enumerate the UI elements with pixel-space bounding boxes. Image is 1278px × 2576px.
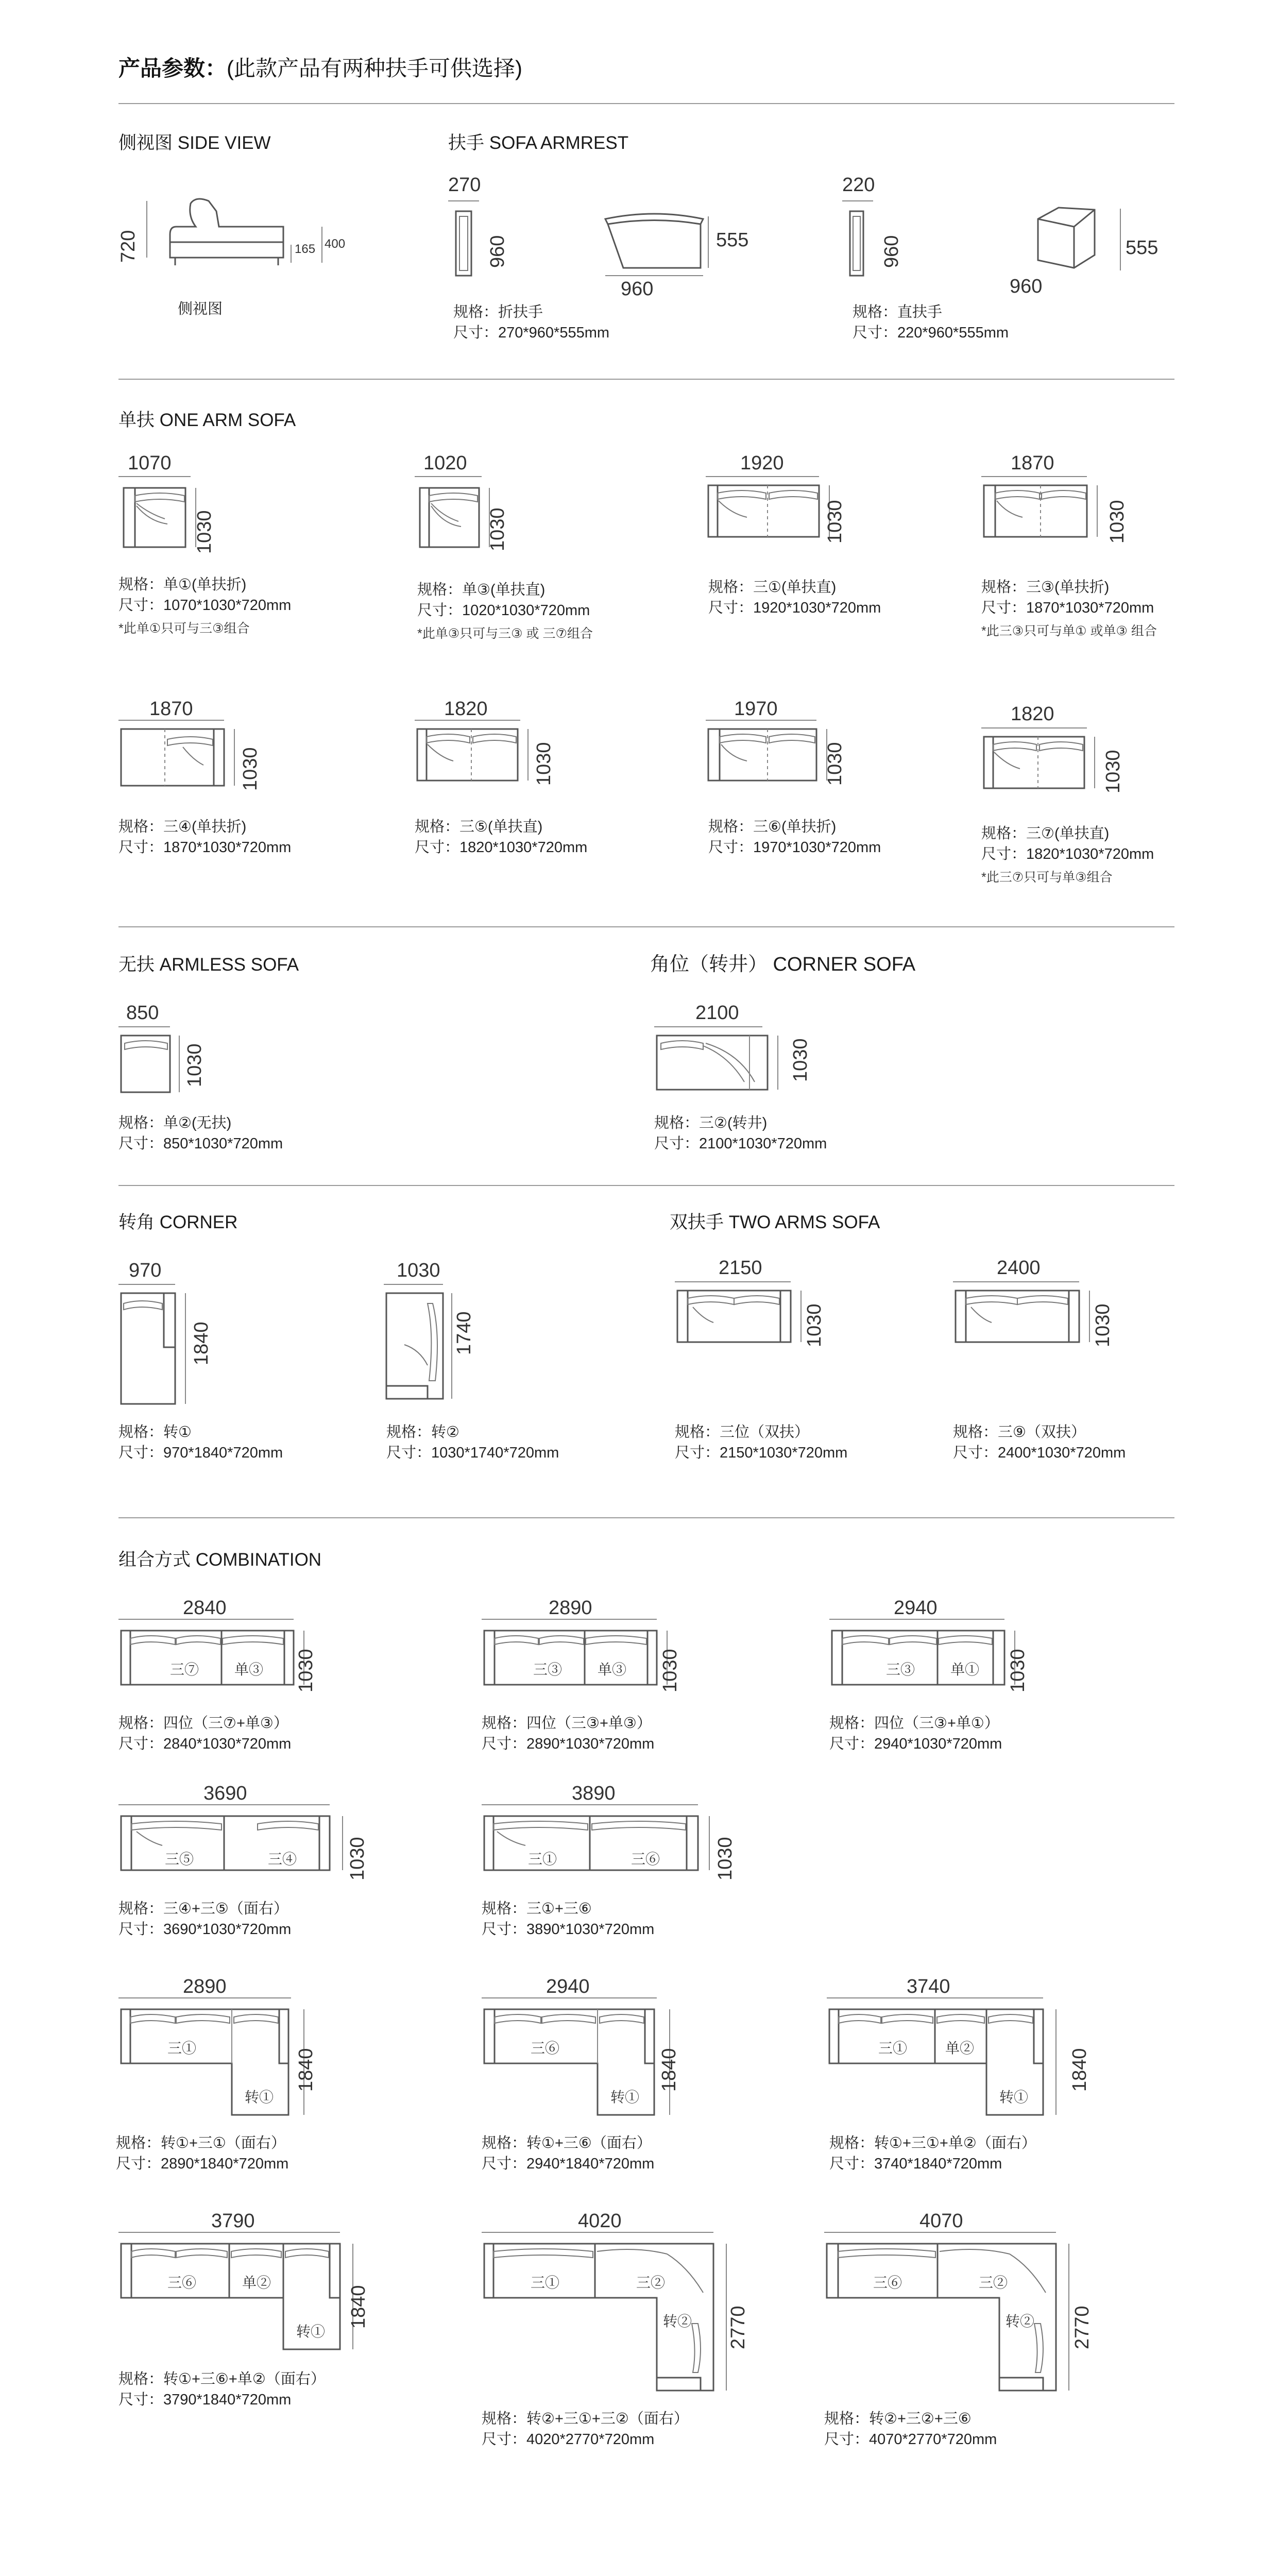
item-note: *此单①只可与三③组合 <box>118 621 250 636</box>
item-size: 尺寸：3890*1030*720mm <box>482 1921 655 1938</box>
straight-arm-depth: 555 <box>1126 237 1158 259</box>
dim-depth: 1840 <box>658 2048 680 2092</box>
module-label: 三② <box>636 2275 666 2291</box>
dim-width: 1870 <box>1011 452 1054 474</box>
item-spec: 规格：三④+三⑤（面右） <box>118 1901 288 1917</box>
module-label: 转① <box>999 2089 1029 2105</box>
dim-width: 2940 <box>546 1976 590 1997</box>
fold-arm-top-view <box>448 198 479 281</box>
fold-arm-depth-line <box>703 216 713 268</box>
sofa-three-fold-arm <box>979 475 1128 542</box>
side-height-label: 720 <box>117 230 139 263</box>
dim-width: 1970 <box>734 698 778 720</box>
item-size: 尺寸：1020*1030*720mm <box>417 602 590 619</box>
item-spec: 规格：三②(转井) <box>654 1115 768 1131</box>
straight-arm-side-view <box>1028 204 1131 281</box>
item-spec: 规格：三⑨（双扶） <box>953 1424 1086 1440</box>
dim-width: 3790 <box>211 2210 255 2232</box>
dim-width: 1820 <box>1011 703 1054 725</box>
module-label: 单① <box>950 1662 980 1677</box>
dim-width: 2940 <box>894 1597 938 1619</box>
combo-four-seat <box>829 1618 1025 1695</box>
two-arms-heading: 双扶手 TWO ARMS SOFA <box>670 1212 880 1232</box>
item-size: 尺寸：1870*1030*720mm <box>981 600 1154 616</box>
dim-depth: 2770 <box>727 2306 749 2349</box>
dim-depth: 1030 <box>533 742 555 786</box>
dim-width: 4070 <box>919 2210 963 2232</box>
dim-depth: 1030 <box>790 1038 811 1082</box>
straight-arm-width: 220 <box>842 174 875 196</box>
dim-depth: 1030 <box>194 510 215 554</box>
one-arm-heading: 单扶 ONE ARM SOFA <box>118 410 296 430</box>
item-spec: 规格：三⑥(单扶折) <box>708 819 837 835</box>
side-view-caption: 侧视图 <box>178 301 223 317</box>
dim-depth: 1030 <box>184 1043 206 1087</box>
item-size: 尺寸：970*1840*720mm <box>118 1445 283 1461</box>
item-spec: 规格：转①+三⑥+单②（面右） <box>118 2371 326 2387</box>
fold-arm-length: 960 <box>621 278 654 300</box>
item-spec: 规格：三①(单扶直) <box>708 579 837 596</box>
sofa-single-fold-arm <box>118 475 206 552</box>
item-size: 尺寸：3690*1030*720mm <box>118 1921 292 1938</box>
item-size: 尺寸：2940*1030*720mm <box>829 1736 1002 1752</box>
combo-four-seat <box>482 1618 677 1695</box>
divider <box>118 1185 1174 1186</box>
item-size: 尺寸：2100*1030*720mm <box>654 1136 827 1152</box>
module-label: 三⑥ <box>531 2040 560 2056</box>
dim-width: 850 <box>126 1002 159 1024</box>
item-size: 尺寸：3740*1840*720mm <box>829 2156 1002 2172</box>
module-label: 转② <box>663 2313 692 2329</box>
fold-arm-size: 尺寸：270*960*555mm <box>453 325 610 341</box>
dim-width: 2840 <box>183 1597 227 1619</box>
item-spec: 规格：转①+三①（面右） <box>116 2135 286 2151</box>
item-size: 尺寸：1920*1030*720mm <box>708 600 881 616</box>
dim-depth: 1030 <box>1106 500 1128 544</box>
dim-depth: 1030 <box>347 1837 368 1880</box>
module-label: 三⑥ <box>631 1851 660 1867</box>
module-label: 三④ <box>268 1851 297 1867</box>
item-spec: 规格：转② <box>386 1424 459 1440</box>
module-label: 单③ <box>234 1662 264 1677</box>
module-label: 三① <box>878 2040 908 2056</box>
item-spec: 规格：转②+三①+三②（面右） <box>482 2411 689 2427</box>
item-spec: 规格：单②(无扶) <box>118 1115 232 1131</box>
dim-depth: 1030 <box>824 500 846 544</box>
dim-width: 3690 <box>203 1783 247 1804</box>
dim-depth: 1840 <box>295 2048 317 2092</box>
item-size: 尺寸：4020*2770*720mm <box>482 2431 655 2448</box>
dim-width: 3890 <box>572 1783 616 1804</box>
item-size: 尺寸：4070*2770*720mm <box>824 2431 997 2448</box>
item-spec: 规格：四位（三③+单①） <box>829 1715 999 1732</box>
corner-sofa-heading: 角位（转井） CORNER SOFA <box>650 954 916 975</box>
dim-width: 2890 <box>183 1976 227 1997</box>
module-label: 三① <box>531 2275 560 2291</box>
item-size: 尺寸：2400*1030*720mm <box>953 1445 1126 1461</box>
dim-width: 2100 <box>695 1002 739 1024</box>
dim-width: 1920 <box>740 452 784 474</box>
side-view-drawing <box>118 191 325 273</box>
item-size: 尺寸：2890*1840*720mm <box>116 2156 289 2172</box>
dim-depth: 1740 <box>453 1311 475 1355</box>
dim-depth: 1030 <box>824 742 846 786</box>
item-size: 尺寸：1030*1740*720mm <box>386 1445 559 1461</box>
side-leg-label: 400 <box>325 237 346 251</box>
item-note: *此三⑦只可与单③组合 <box>981 870 1113 885</box>
straight-arm-height: 960 <box>881 235 902 268</box>
module-label: 三⑦ <box>170 1662 199 1677</box>
module-label: 三② <box>979 2275 1008 2291</box>
title-note: (此款产品有两种扶手可供选择) <box>227 56 522 80</box>
module-label: 转① <box>296 2324 326 2340</box>
dim-depth: 1030 <box>1092 1303 1114 1347</box>
module-label: 转② <box>1006 2313 1035 2329</box>
combo-corner-well-sofa <box>482 2231 739 2401</box>
dim-depth: 1030 <box>1102 750 1124 793</box>
item-size: 尺寸：850*1030*720mm <box>118 1136 283 1152</box>
item-spec: 规格：转①+三⑥（面右） <box>482 2135 652 2151</box>
item-spec: 规格：转① <box>118 1424 192 1440</box>
dim-depth: 1030 <box>295 1649 317 1692</box>
item-size: 尺寸：3790*1840*720mm <box>118 2392 292 2408</box>
item-size: 尺寸：2890*1030*720mm <box>482 1736 655 1752</box>
straight-arm-length: 960 <box>1010 276 1043 297</box>
item-spec: 规格：单③(单扶直) <box>417 582 546 598</box>
item-spec: 规格：四位（三⑦+单③） <box>118 1715 288 1732</box>
item-spec: 规格：三位（双扶） <box>675 1424 810 1440</box>
module-label: 转① <box>245 2089 274 2105</box>
dim-depth: 1840 <box>1069 2048 1090 2092</box>
corner-heading: 转角 CORNER <box>118 1212 238 1232</box>
combo-corner-sofa <box>827 1996 1084 2120</box>
dim-depth: 1840 <box>191 1321 212 1365</box>
combination-heading: 组合方式 COMBINATION <box>118 1550 322 1570</box>
item-spec: 规格：转②+三②+三⑥ <box>824 2411 972 2427</box>
dim-width: 1070 <box>128 452 172 474</box>
sofa-corner-well <box>652 1025 806 1097</box>
item-spec: 规格：三①+三⑥ <box>482 1901 592 1917</box>
item-note: *此三③只可与单① 或单③ 组合 <box>981 624 1157 638</box>
dim-width: 4020 <box>578 2210 622 2232</box>
page-title <box>118 52 522 82</box>
item-size: 尺寸：1870*1030*720mm <box>118 839 292 856</box>
combo-corner-sofa <box>118 1996 314 2120</box>
module-label: 三③ <box>886 1662 915 1677</box>
item-size: 尺寸：2940*1840*720mm <box>482 2156 655 2172</box>
side-view-heading: 侧视图 SIDE VIEW <box>118 133 271 153</box>
armrest-heading: 扶手 SOFA ARMREST <box>448 133 629 153</box>
title-main: 产品参数： <box>118 56 227 80</box>
divider <box>118 1517 1174 1518</box>
module-label: 三① <box>528 1851 557 1867</box>
module-label: 单② <box>945 2040 975 2056</box>
module-label: 三⑥ <box>873 2275 902 2291</box>
item-spec: 规格：三③(单扶折) <box>981 579 1110 596</box>
fold-arm-height: 960 <box>487 235 508 268</box>
module-label: 三③ <box>533 1662 563 1677</box>
divider <box>118 926 1174 927</box>
fold-arm-spec: 规格：折扶手 <box>453 304 543 320</box>
item-size: 尺寸：1970*1030*720mm <box>708 839 881 856</box>
divider <box>118 103 1174 104</box>
dim-width: 3740 <box>907 1976 950 1997</box>
item-size: 尺寸：1820*1030*720mm <box>981 846 1154 862</box>
item-spec: 规格：三⑦(单扶直) <box>981 825 1110 842</box>
dim-depth: 1030 <box>714 1837 736 1880</box>
divider <box>118 379 1174 380</box>
combo-six-seat <box>118 1803 366 1880</box>
straight-arm-spec: 规格：直扶手 <box>853 304 943 320</box>
dim-width: 1820 <box>444 698 488 720</box>
module-label: 三⑤ <box>165 1851 194 1867</box>
dim-depth: 1030 <box>804 1303 825 1347</box>
side-seat-label: 165 <box>295 242 316 256</box>
dim-depth: 1030 <box>659 1649 681 1692</box>
module-label: 单③ <box>598 1662 627 1677</box>
item-spec: 规格：转①+三①+单②（面右） <box>829 2135 1036 2151</box>
combo-four-seat <box>118 1618 314 1695</box>
fold-arm-width: 270 <box>448 174 481 196</box>
armless-heading: 无扶 ARMLESS SOFA <box>118 955 299 975</box>
combo-corner-sofa <box>118 2231 366 2354</box>
combo-six-seat <box>482 1803 729 1880</box>
dim-width: 2400 <box>997 1257 1041 1279</box>
straight-arm-size: 尺寸：220*960*555mm <box>853 325 1009 341</box>
dim-depth: 1030 <box>1007 1649 1029 1692</box>
item-spec: 规格：三⑤(单扶直) <box>415 819 543 835</box>
dim-depth: 1030 <box>240 747 261 791</box>
combo-corner-sofa <box>482 1996 677 2120</box>
dim-depth: 1030 <box>487 507 508 551</box>
item-size: 尺寸：1820*1030*720mm <box>415 839 588 856</box>
dim-width: 970 <box>129 1260 162 1281</box>
combo-corner-well-sofa <box>824 2231 1082 2401</box>
item-note: *此单③只可与三③ 或 三⑦组合 <box>417 626 593 641</box>
module-label: 转① <box>610 2089 640 2105</box>
item-spec: 规格：单①(单扶折) <box>118 577 247 593</box>
dim-depth: 1840 <box>348 2285 369 2329</box>
item-spec: 规格：四位（三③+单③） <box>482 1715 652 1732</box>
dim-width: 2890 <box>549 1597 592 1619</box>
module-label: 单② <box>242 2275 271 2291</box>
dim-width: 1870 <box>149 698 193 720</box>
item-spec: 规格：三④(单扶折) <box>118 819 247 835</box>
dim-width: 1030 <box>397 1260 440 1281</box>
item-size: 尺寸：1070*1030*720mm <box>118 597 292 614</box>
fold-arm-depth: 555 <box>716 229 749 251</box>
sofa-two-arms-wide <box>950 1280 1105 1352</box>
dim-width: 1020 <box>423 452 467 474</box>
dim-depth: 2770 <box>1071 2306 1093 2349</box>
dim-width: 2150 <box>719 1257 762 1279</box>
fold-arm-side-view <box>603 206 706 278</box>
module-label: 三⑥ <box>167 2275 197 2291</box>
straight-arm-top-view <box>842 198 873 281</box>
module-label: 三① <box>167 2040 197 2056</box>
item-size: 尺寸：2840*1030*720mm <box>118 1736 292 1752</box>
item-size: 尺寸：2150*1030*720mm <box>675 1445 848 1461</box>
